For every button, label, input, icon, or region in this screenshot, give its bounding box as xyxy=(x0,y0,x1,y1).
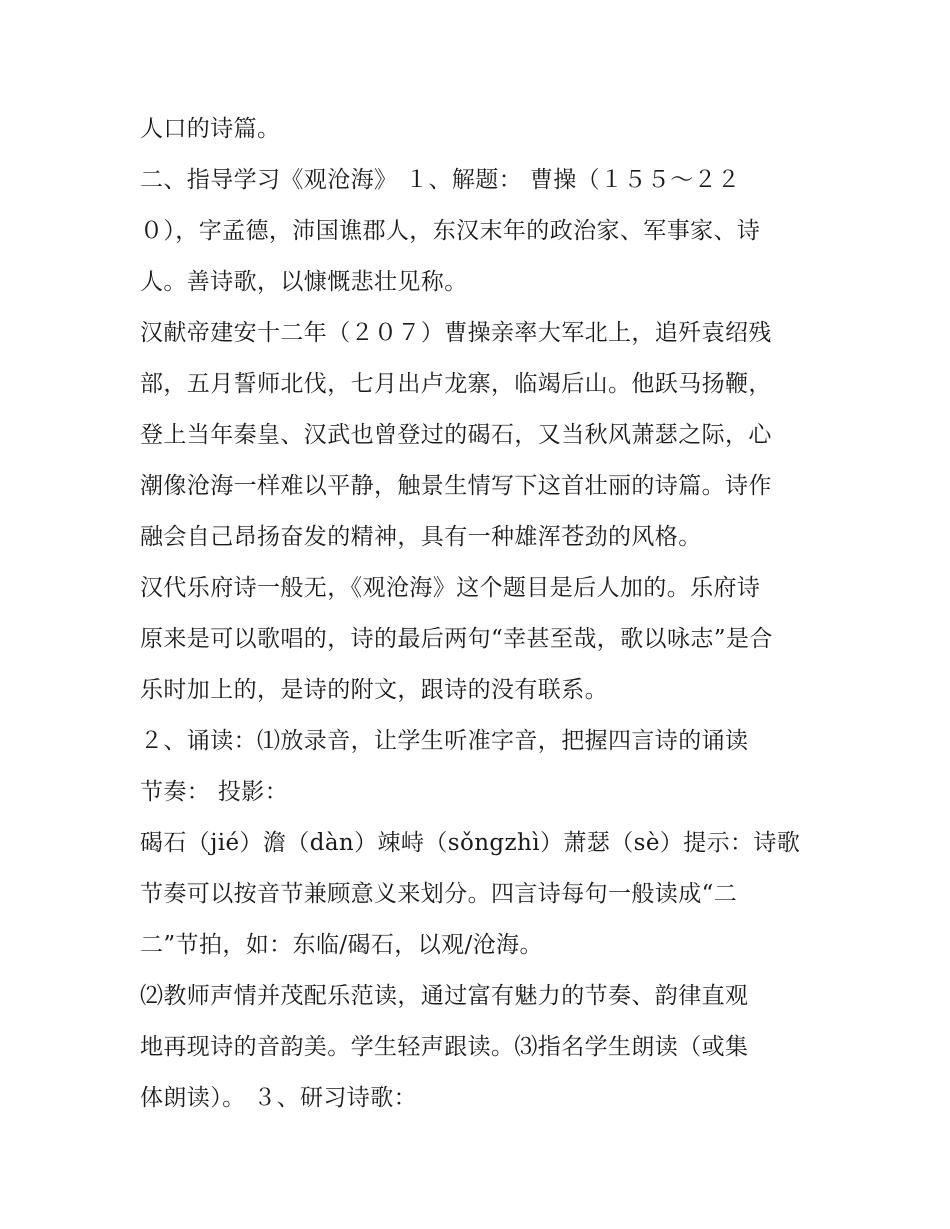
text-line: 节奏可以按音节兼顾意义来划分。四言诗每句一般读成“二 xyxy=(140,881,738,907)
text-line: 人。善诗歌，以慷慨悲壮见称。 xyxy=(140,269,468,295)
text-line: 原来是可以歌唱的，诗的最后两句“幸甚至哉，歌以咏志”是合 xyxy=(140,626,773,652)
text-line: 地再现诗的音韵美。学生轻声跟读。⑶指名学生朗读（或集 xyxy=(140,1034,749,1060)
text-line: 乐时加上的，是诗的附文，跟诗的没有联系。 xyxy=(140,677,608,703)
text-line: 碣石（jié）澹（dàn）竦峙（sǒngzhì）萧瑟（sè）提示：诗歌 xyxy=(140,830,801,856)
text-line: 融会自己昂扬奋发的精神，具有一种雄浑苍劲的风格。 xyxy=(140,524,702,550)
text-line: 二”节拍，如：东临/碣石，以观/沧海。 xyxy=(140,932,543,958)
text-line: 人口的诗篇。 xyxy=(140,116,281,142)
text-line: ２、诵读：⑴放录音，让学生听准字音，把握四言诗的诵读 xyxy=(140,728,749,754)
text-line: 部，五月誓师北伐，七月出卢龙寨，临竭后山。他跃马扬鞭， xyxy=(140,371,772,397)
text-line: 潮像沧海一样难以平静，触景生情写下这首壮丽的诗篇。诗作 xyxy=(140,473,772,499)
text-line: ⑵教师声情并茂配乐范读，通过富有魅力的节奏、韵律直观 xyxy=(140,983,749,1009)
text-line: 登上当年秦皇、汉武也曾登过的碣石，又当秋风萧瑟之际，心 xyxy=(140,422,772,448)
text-line: 节奏： 投影： xyxy=(140,779,289,805)
text-line: 汉代乐府诗一般无，《观沧海》这个题目是后人加的。乐府诗 xyxy=(140,575,761,601)
text-line: 二、指导学习《观沧海》 １、解题： 曹操（１５５～２２ xyxy=(140,167,741,193)
text-line: 汉献帝建安十二年（２０７）曹操亲率大军北上，追歼袁绍残 xyxy=(140,320,772,346)
text-line: 体朗读）。 ３、研习诗歌： xyxy=(140,1085,418,1111)
text-line: ０），字孟德，沛国谯郡人，东汉末年的政治家、军事家、诗 xyxy=(140,218,761,244)
